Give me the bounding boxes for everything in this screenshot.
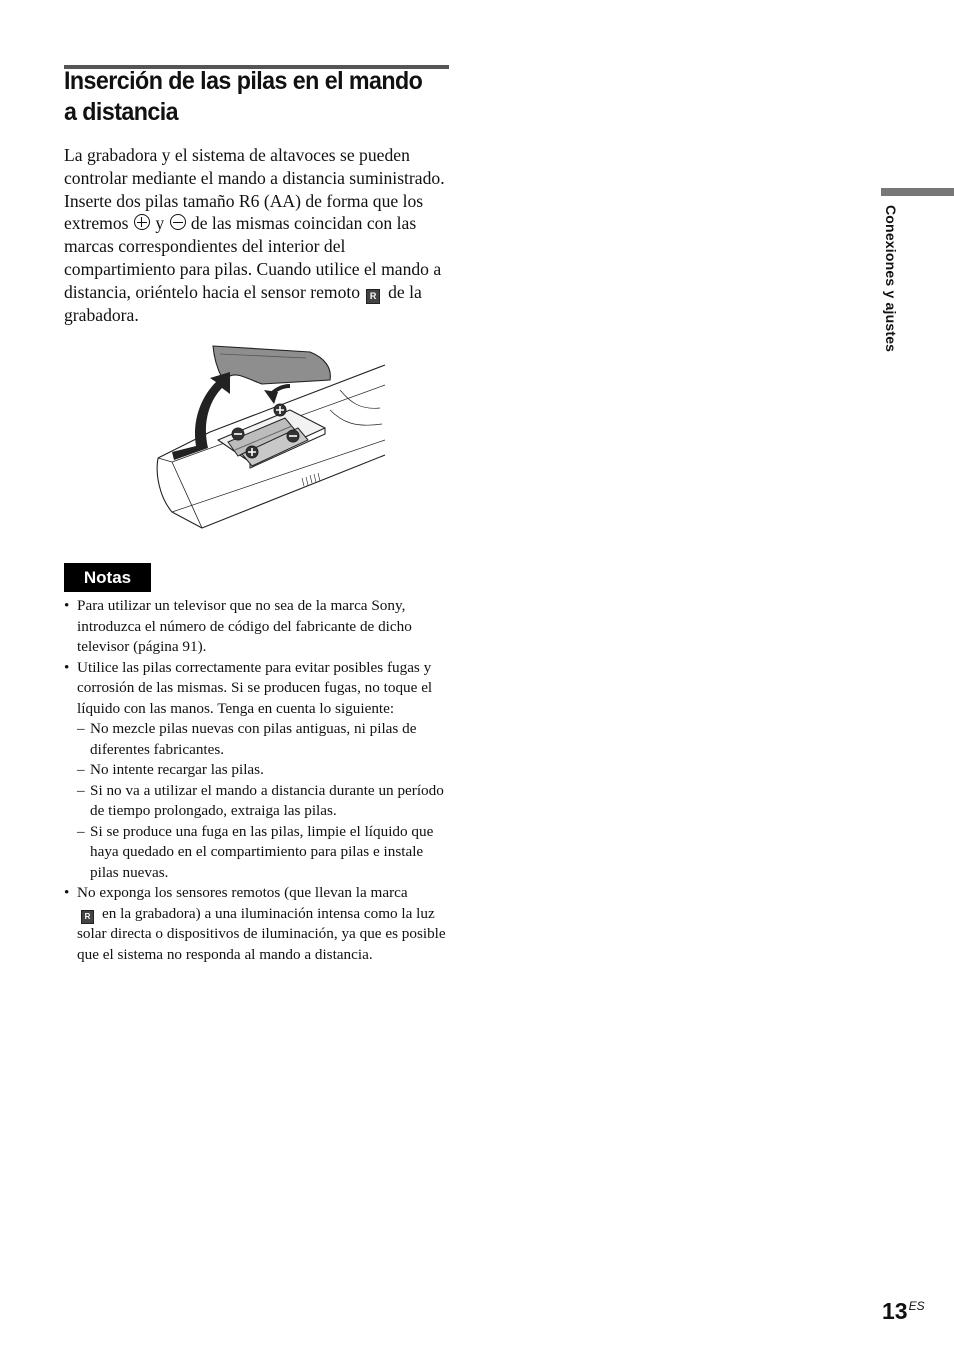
remote-sensor-icon: R — [81, 910, 94, 924]
notes-heading: Notas — [64, 563, 151, 592]
intro-paragraph — [64, 144, 454, 327]
page-language-suffix: ES — [908, 1299, 925, 1313]
note-text: Utilice las pilas correctamente para evitar posibles fugas y corrosión de las mismas. Si se producen fugas, no toque el líquido con las manos. Tenga en cuenta lo siguiente: — [77, 658, 433, 717]
note-subitem: – No intente recargar las pilas. — [77, 760, 454, 781]
plus-circle-icon — [134, 214, 150, 230]
page-number-value: 13 — [882, 1298, 908, 1324]
note-sublist — [77, 719, 454, 883]
note-item: • Para utilizar un televisor que no sea de la marca Sony, introduzca el número de código del fabricante de dicho televisor (página 91). — [64, 596, 454, 658]
note-text: No exponga los sensores remotos (que llevan la marca — [77, 884, 408, 901]
side-tab-bar — [881, 188, 954, 196]
note-subitem: – Si no va a utilizar el mando a distancia durante un período de tiempo prolongado, extraiga las pilas. — [77, 781, 454, 822]
remote-sensor-icon: R — [366, 289, 380, 304]
intro-text-2: y — [155, 213, 165, 234]
note-text: en la grabadora) a una iluminación intensa como la luz solar directa o dispositivos de iluminación, ya que es posible que el sistema no responda al mando a distancia. — [77, 904, 446, 963]
note-subitem: – Si se produce una fuga en las pilas, limpie el líquido que haya quedado en el compartimiento para pilas e instale pilas nuevas. — [77, 822, 454, 884]
page-number — [882, 1298, 925, 1325]
section-title: Inserción de las pilas en el mando a distancia — [64, 67, 423, 126]
note-item — [64, 883, 454, 965]
intro-text-1: La grabadora y el sistema de altavoces se pueden controlar mediante el mando a distancia suministrado. Inserte dos pilas tamaño R6 (AA) de forma que los extremos — [64, 145, 445, 234]
note-item — [64, 658, 454, 884]
battery-insertion-illustration — [150, 340, 390, 535]
note-subitem: – No mezcle pilas nuevas con pilas antiguas, ni pilas de diferentes fabricantes. — [77, 719, 454, 760]
side-tab-label: Conexiones y ajustes — [883, 205, 899, 353]
intro-text-3: de las mismas coincidan con las marcas correspondientes del interior del compartimiento para pilas. Cuando utilice el mando a distancia, oriéntelo hacia el sensor remoto — [64, 213, 442, 302]
intro-text-4: de la grabadora. — [64, 281, 422, 325]
minus-circle-icon — [170, 214, 186, 230]
notes-list — [64, 596, 454, 965]
